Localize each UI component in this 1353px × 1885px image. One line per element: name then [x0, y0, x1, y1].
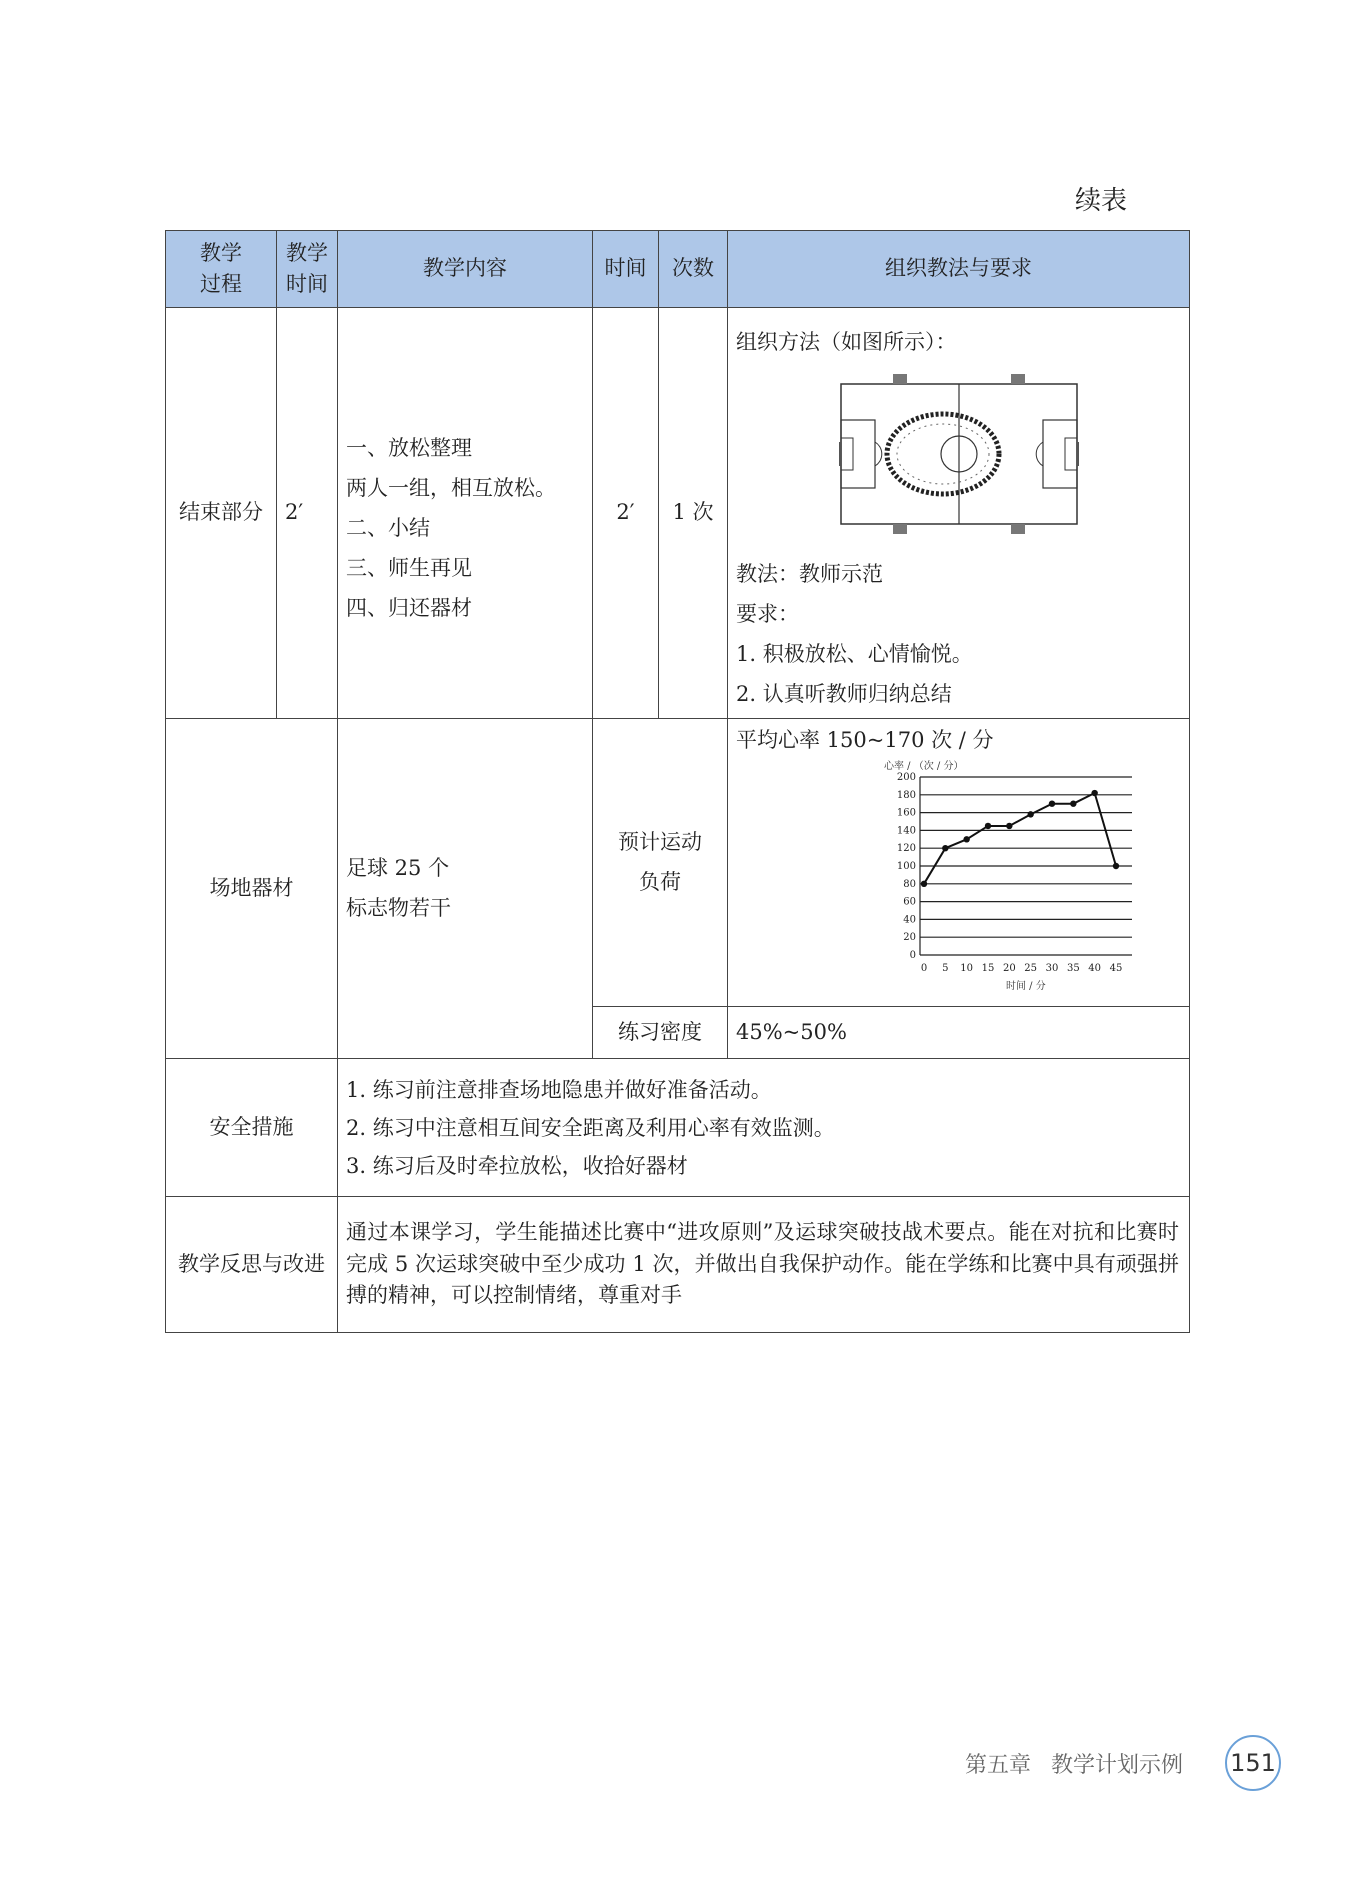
chart-y-tick-label: 20 — [903, 931, 916, 943]
venue-item: 标志物若干 — [346, 896, 451, 921]
chart-data-point — [1006, 822, 1012, 828]
org-title: 组织方法（如图所示）： — [736, 330, 957, 354]
heart-rate-text: 平均心率 150~170 次 / 分 — [736, 727, 994, 752]
closing-organization — [728, 308, 1190, 719]
venue-item: 足球 25 个 — [346, 856, 450, 881]
chart-y-tick-label: 40 — [903, 913, 916, 925]
chart-x-tick-label: 40 — [1088, 962, 1102, 974]
heart-rate-series-line — [924, 793, 1116, 884]
heart-rate-chart — [736, 757, 1176, 997]
footer-chapter — [965, 1748, 1203, 1779]
lesson-plan-table — [165, 230, 1190, 1333]
chart-data-point — [942, 845, 948, 851]
chart-data-point — [1049, 800, 1055, 806]
chart-x-tick-label: 15 — [981, 962, 995, 974]
closing-count: 1 次 — [659, 308, 728, 719]
chart-x-tick-label: 35 — [1066, 962, 1080, 974]
requirements-title: 要求： — [736, 601, 799, 626]
soccer-field-illustration — [839, 370, 1079, 538]
chart-y-tick-label: 140 — [896, 824, 916, 836]
chart-y-tick-label: 160 — [896, 807, 916, 819]
chart-y-tick-label: 120 — [896, 842, 916, 854]
venue-items — [338, 718, 593, 1059]
closing-content — [338, 308, 593, 719]
content-line: 四、归还器材 — [346, 595, 472, 620]
venue-row — [166, 718, 1190, 1007]
chart-y-tick-label: 0 — [909, 949, 916, 961]
chart-data-point — [963, 836, 969, 842]
safety-item: 1. 练习前注意排查场地隐患并做好准备活动。 — [346, 1077, 772, 1102]
content-line: 两人一组，相互放松。 — [346, 475, 556, 500]
chart-y-tick-label: 80 — [903, 878, 916, 890]
method: 教法：教师示范 — [736, 561, 883, 586]
section-label: 教学计划示例 — [1051, 1753, 1184, 1778]
reflection-row — [166, 1197, 1190, 1333]
safety-label: 安全措施 — [166, 1059, 338, 1197]
header-teaching-time: 教学 时间 — [277, 231, 338, 308]
safety-row — [166, 1059, 1190, 1197]
chart-y-tick-label: 200 — [896, 771, 916, 783]
header-count: 次数 — [659, 231, 728, 308]
closing-process: 结束部分 — [166, 308, 277, 719]
continued-label: 续表 — [1075, 186, 1128, 216]
chart-data-point — [1091, 789, 1097, 795]
chart-x-tick-label: 10 — [960, 962, 974, 974]
page-number: 151 — [1225, 1735, 1281, 1791]
chapter-label: 第五章 — [965, 1753, 1032, 1778]
closing-teaching-time: 2′ — [277, 308, 338, 719]
closing-row — [166, 308, 1190, 719]
chart-x-tick-label: 20 — [1002, 962, 1016, 974]
chart-data-point — [985, 822, 991, 828]
chart-ylabel: 心率 / （次 / 分） — [884, 760, 964, 772]
field-diagram — [736, 370, 1181, 548]
reflection-text: 通过本课学习，学生能描述比赛中“进攻原则”及运球突破技战术要点。能在对抗和比赛时完成 5 次运球突破中至少成功 1 次，并做出自我保护动作。能在学练和比赛中具有顽强拼搏的精神，可以控制情绪，尊重对手 — [338, 1197, 1190, 1333]
chart-y-tick-label: 100 — [896, 860, 916, 872]
requirement-item: 1. 积极放松、心情愉悦。 — [736, 641, 973, 666]
closing-duration: 2′ — [593, 308, 659, 719]
content-line: 一、放松整理 — [346, 435, 472, 460]
content-line: 二、小结 — [346, 515, 430, 540]
safety-item: 3. 练习后及时牵拉放松，收拾好器材 — [346, 1153, 688, 1178]
safety-items — [338, 1059, 1190, 1197]
chart-y-tick-label: 60 — [903, 896, 916, 908]
heart-rate-cell — [728, 718, 1190, 1007]
chart-x-tick-label: 30 — [1045, 962, 1059, 974]
safety-item: 2. 练习中注意相互间安全距离及利用心率有效监测。 — [346, 1115, 835, 1140]
reflection-label: 教学反思与改进 — [166, 1197, 338, 1333]
header-row — [166, 231, 1190, 308]
load-label: 预计运动 负荷 — [593, 718, 728, 1007]
header-content: 教学内容 — [338, 231, 593, 308]
header-organization: 组织教法与要求 — [728, 231, 1190, 308]
density-label: 练习密度 — [593, 1007, 728, 1059]
chart-x-tick-label: 0 — [920, 962, 928, 974]
requirement-item: 2. 认真听教师归纳总结 — [736, 681, 952, 706]
chart-x-tick-label: 45 — [1109, 962, 1123, 974]
chart-x-tick-label: 5 — [942, 962, 949, 974]
header-process: 教学 过程 — [166, 231, 277, 308]
chart-data-point — [1027, 811, 1033, 817]
venue-label: 场地器材 — [166, 718, 338, 1059]
header-duration: 时间 — [593, 231, 659, 308]
chart-data-point — [1070, 800, 1076, 806]
chart-data-point — [1113, 862, 1119, 868]
density-value: 45%~50% — [728, 1007, 1190, 1059]
content-line: 三、师生再见 — [346, 555, 472, 580]
chart-data-point — [921, 880, 927, 886]
chart-xlabel: 时间 / 分 — [1006, 980, 1046, 992]
chart-x-tick-label: 25 — [1024, 962, 1038, 974]
chart-y-tick-label: 180 — [896, 789, 916, 801]
